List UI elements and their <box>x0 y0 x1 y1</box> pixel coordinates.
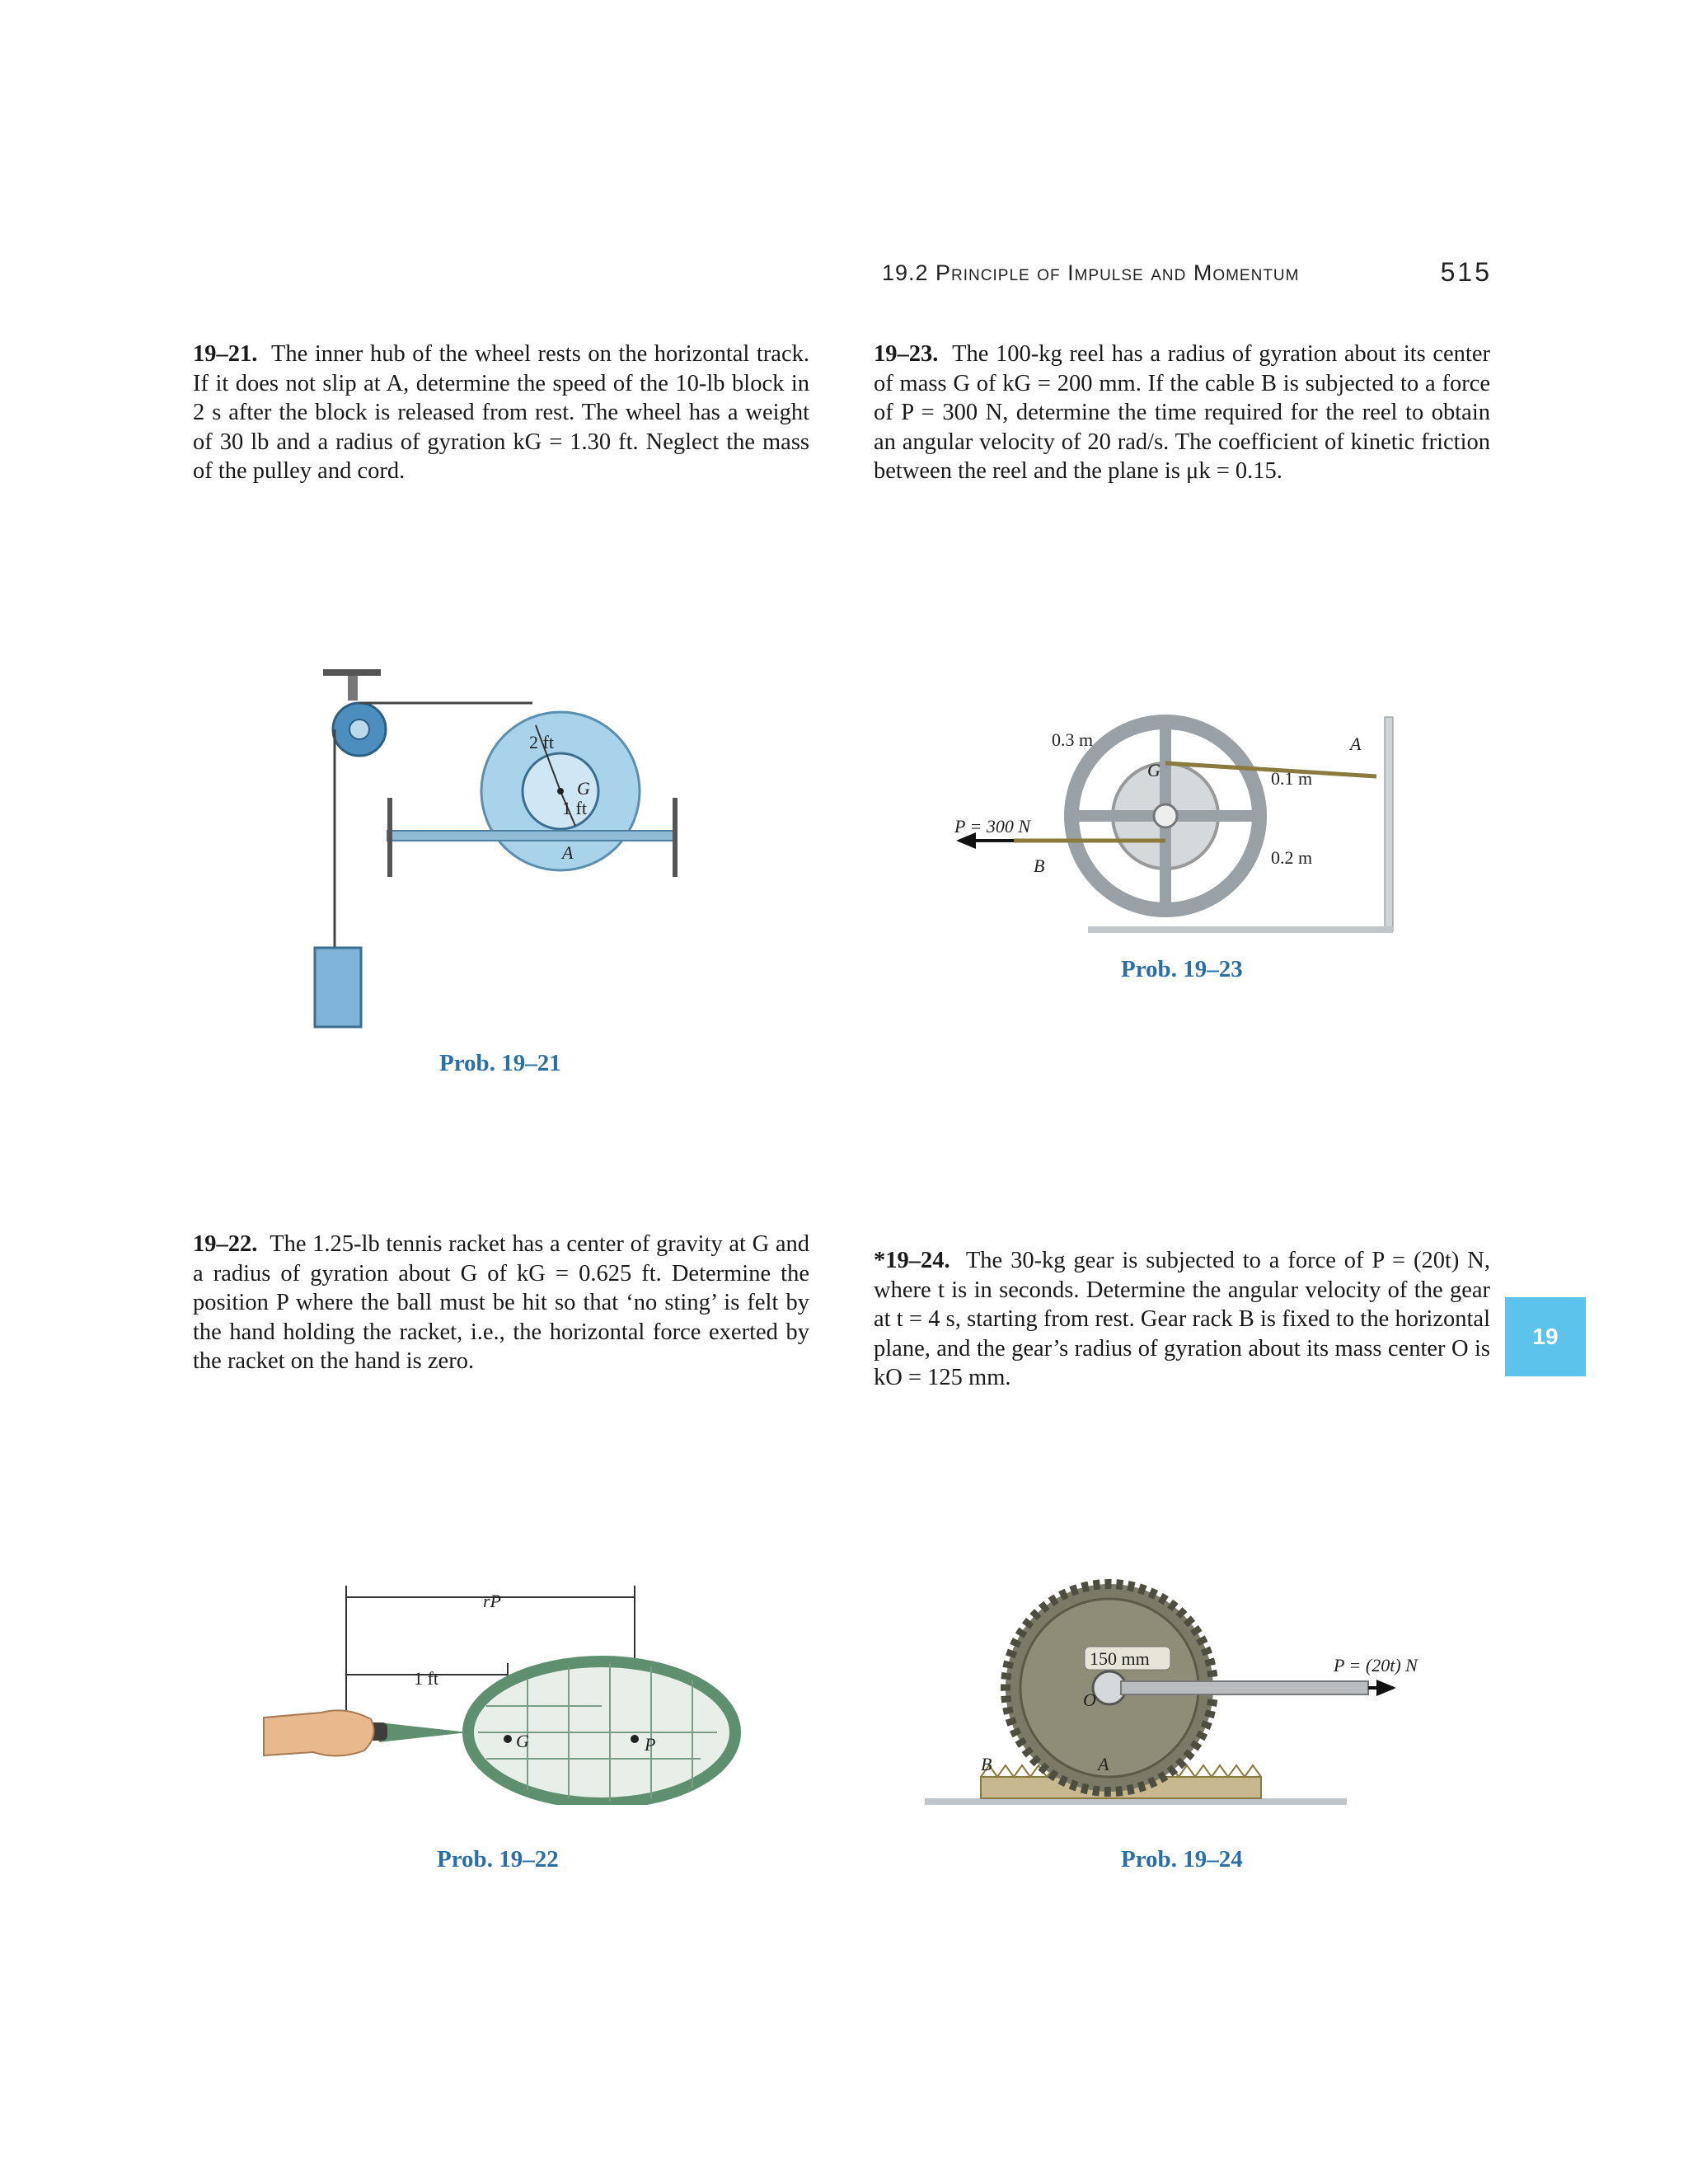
problem-19-21 <box>193 340 809 486</box>
figure-19-23 <box>948 709 1409 948</box>
page-number: 515 <box>1440 257 1492 287</box>
label-a: A <box>1098 1754 1109 1774</box>
problem-text: The 100-kg reel has a radius of gyration about its center of mass G of kG = 200 mm. If the cable B is subjected to a force of P = 300 N, determine the time required for the reel to obtain an angular velocity of 20 rad/s. The coefficient of kinetic friction between the reel and the plane is μk = 0.15. <box>874 341 1490 484</box>
caption-19-24: Prob. 19–24 <box>1121 1846 1243 1872</box>
label-g: G <box>1147 760 1160 780</box>
label-2ft: 2 ft <box>529 732 554 752</box>
section-title: 19.2 Principle of Impulse and Momentum <box>882 260 1300 285</box>
problem-19-22 <box>193 1230 809 1376</box>
floor <box>925 1798 1347 1805</box>
label-b: B <box>1034 855 1045 876</box>
label-g: G <box>577 778 590 799</box>
racket-throat <box>379 1722 468 1742</box>
caption-19-22: Prob. 19–22 <box>437 1846 559 1872</box>
label-rp: rP <box>483 1591 501 1611</box>
caption-19-21: Prob. 19–21 <box>439 1050 561 1076</box>
problem-number: 19–21. <box>193 341 258 367</box>
label-1ft: 1 ft <box>414 1668 438 1689</box>
label-a: A <box>1350 733 1362 754</box>
problem-number: 19–22. <box>193 1231 258 1257</box>
label-0-3m: 0.3 m <box>1052 729 1094 750</box>
label-g: G <box>516 1731 529 1751</box>
problem-text: The 1.25-lb tennis racket has a center of gravity at G and a radius of gyration about G of kG = 0.625 ft. Determine the position P where the ball must be hit so that ‘no sting’ is felt by the hand holding the racket, i.e., the horizontal force exerted by the racket on the hand is zero. <box>193 1231 809 1374</box>
label-0-1m: 0.1 m <box>1271 768 1313 789</box>
push-rod <box>1121 1681 1368 1694</box>
problem-text: The 30-kg gear is subjected to a force of P = (20t) N, where t is in seconds. Determine the angular velocity of the gear at t = 4 s, starting from rest. Gear rack B is fixed to the horizontal plane, and the gear’s radius of gyration about its mass center O is kO = 125 mm. <box>874 1248 1490 1390</box>
problem-number: *19–24. <box>874 1248 950 1273</box>
problem-text: The inner hub of the wheel rests on the horizontal track. If it does not slip at A, determine the speed of the 10-lb block in 2 s after the block is released from rest. The wheel has a weight of 30 lb and a radius of gyration kG = 1.30 ft. Neglect the mass of the pulley and cord. <box>193 341 809 484</box>
problem-19-23 <box>874 340 1490 486</box>
chapter-tab: 19 <box>1505 1297 1586 1376</box>
label-150mm: 150 mm <box>1090 1648 1150 1669</box>
ceiling-mount <box>323 669 381 676</box>
page-header <box>882 257 1492 293</box>
problem-number: 19–23. <box>874 341 939 367</box>
figure-19-24 <box>915 1566 1459 1813</box>
figure-19-22 <box>256 1574 750 1805</box>
hand <box>264 1710 374 1755</box>
force-arrow <box>1376 1680 1396 1696</box>
label-b: B <box>981 1754 992 1774</box>
floor <box>1088 926 1393 933</box>
wall <box>1385 717 1393 931</box>
label-p: P = (20t) N <box>1334 1655 1418 1675</box>
figure-19-21 <box>288 651 684 1038</box>
label-p: P <box>645 1734 656 1755</box>
label-0-2m: 0.2 m <box>1271 847 1313 868</box>
label-a: A <box>562 842 574 863</box>
block <box>315 948 361 1027</box>
label-o: O <box>1083 1690 1096 1710</box>
label-p: P = 300 N <box>954 816 1031 837</box>
horizontal-track <box>387 831 676 841</box>
problem-19-24 <box>874 1246 1490 1393</box>
label-1ft: 1 ft <box>562 798 587 818</box>
caption-19-23: Prob. 19–23 <box>1121 956 1243 982</box>
